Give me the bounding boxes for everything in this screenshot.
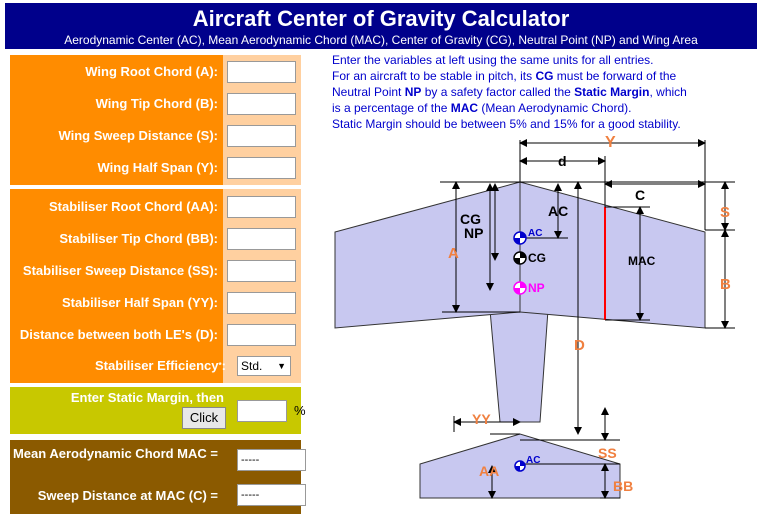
stab-half-span-label: Stabiliser Half Span (YY): (61, 295, 218, 310)
cg-marker (514, 252, 526, 264)
le-distance-input[interactable] (227, 324, 296, 346)
sweep-mac-result-label: Sweep Distance at MAC (C) = (37, 488, 218, 503)
label-b: B (720, 276, 731, 293)
label-mac: MAC (628, 254, 656, 268)
stab-efficiency-label: Stabiliser Efficiency*: (94, 358, 226, 373)
mac-result-label: Mean Aerodynamic Chord MAC = (12, 446, 218, 461)
chevron-down-icon: ▼ (277, 361, 286, 371)
wing-sweep-input[interactable] (227, 125, 296, 147)
label-c: C (635, 187, 646, 203)
label-a: A (448, 245, 459, 262)
le-distance-label: Distance between both LE's (D): (19, 327, 218, 342)
label-d: d (558, 153, 567, 169)
wing-root-chord-label: Wing Root Chord (A): (85, 64, 218, 79)
label-cg: CG (460, 211, 481, 227)
static-margin-panel (10, 387, 306, 434)
mark-np: NP (528, 281, 545, 295)
stab-tip-chord-label: Stabiliser Tip Chord (BB): (59, 231, 218, 246)
label-aa: AA (479, 463, 500, 479)
airframe (335, 182, 705, 498)
ac-marker (514, 232, 526, 244)
wing-tip-chord-input[interactable] (227, 93, 296, 115)
stab-sweep-input[interactable] (227, 260, 296, 282)
label-bb: BB (613, 478, 634, 494)
stab-root-chord-label: Stabiliser Root Chord (AA): (49, 199, 218, 214)
sweep-mac-result-field: ----- (237, 484, 306, 506)
page-title: Aircraft Center of Gravity Calculator (192, 6, 570, 31)
wing-tip-chord-label: Wing Tip Chord (B): (95, 96, 218, 111)
mark-stab-ac: AC (526, 455, 541, 466)
static-margin-input[interactable] (237, 400, 287, 422)
instructions-text: Enter the variables at left using the same units for all entries. For an aircraft to be stable in pitch, its CG must be forward of the Neutral Point NP by a safety factor called the Static Margin, which is a percentage of the MAC (Mean Aerodynamic Chord). Static Margin should be between 5% and 15% for a good stability. (332, 53, 687, 131)
wing-panel (10, 55, 301, 185)
header-banner (5, 3, 757, 49)
aircraft-diagram (330, 132, 768, 515)
percent-unit: % (294, 403, 306, 418)
label-np: NP (464, 225, 484, 241)
label-y: Y (605, 134, 616, 151)
stab-root-chord-input[interactable] (227, 196, 296, 218)
stab-tip-chord-input[interactable] (227, 228, 296, 250)
np-marker (514, 282, 526, 294)
stab-ac-marker (515, 461, 525, 471)
page-subtitle: Aerodynamic Center (AC), Mean Aerodynamic Chord (MAC), Center of Gravity (CG), Neutral Point (NP) and Wing Area (64, 33, 698, 47)
label-d-distance: D (574, 337, 585, 354)
calculate-button[interactable]: Click (182, 407, 226, 429)
mac-result-field: ----- (237, 449, 306, 471)
stab-sweep-label: Stabiliser Sweep Distance (SS): (22, 263, 218, 278)
label-ss: SS (598, 445, 617, 461)
wing-sweep-label: Wing Sweep Distance (S): (58, 128, 218, 143)
stab-efficiency-select[interactable]: Std. ▼ (237, 356, 291, 376)
stab-half-span-input[interactable] (227, 292, 296, 314)
label-s: S (720, 204, 731, 221)
mark-cg: CG (528, 251, 546, 265)
wing-half-span-input[interactable] (227, 157, 296, 179)
results-panel (10, 440, 301, 514)
label-ac: AC (548, 203, 569, 219)
mark-ac: AC (528, 228, 543, 239)
stabiliser-panel (10, 189, 301, 383)
label-yy: YY (472, 411, 491, 427)
static-margin-label: Enter Static Margin, then (70, 390, 224, 405)
wing-half-span-label: Wing Half Span (Y): (97, 160, 218, 175)
wing-root-chord-input[interactable] (227, 61, 296, 83)
